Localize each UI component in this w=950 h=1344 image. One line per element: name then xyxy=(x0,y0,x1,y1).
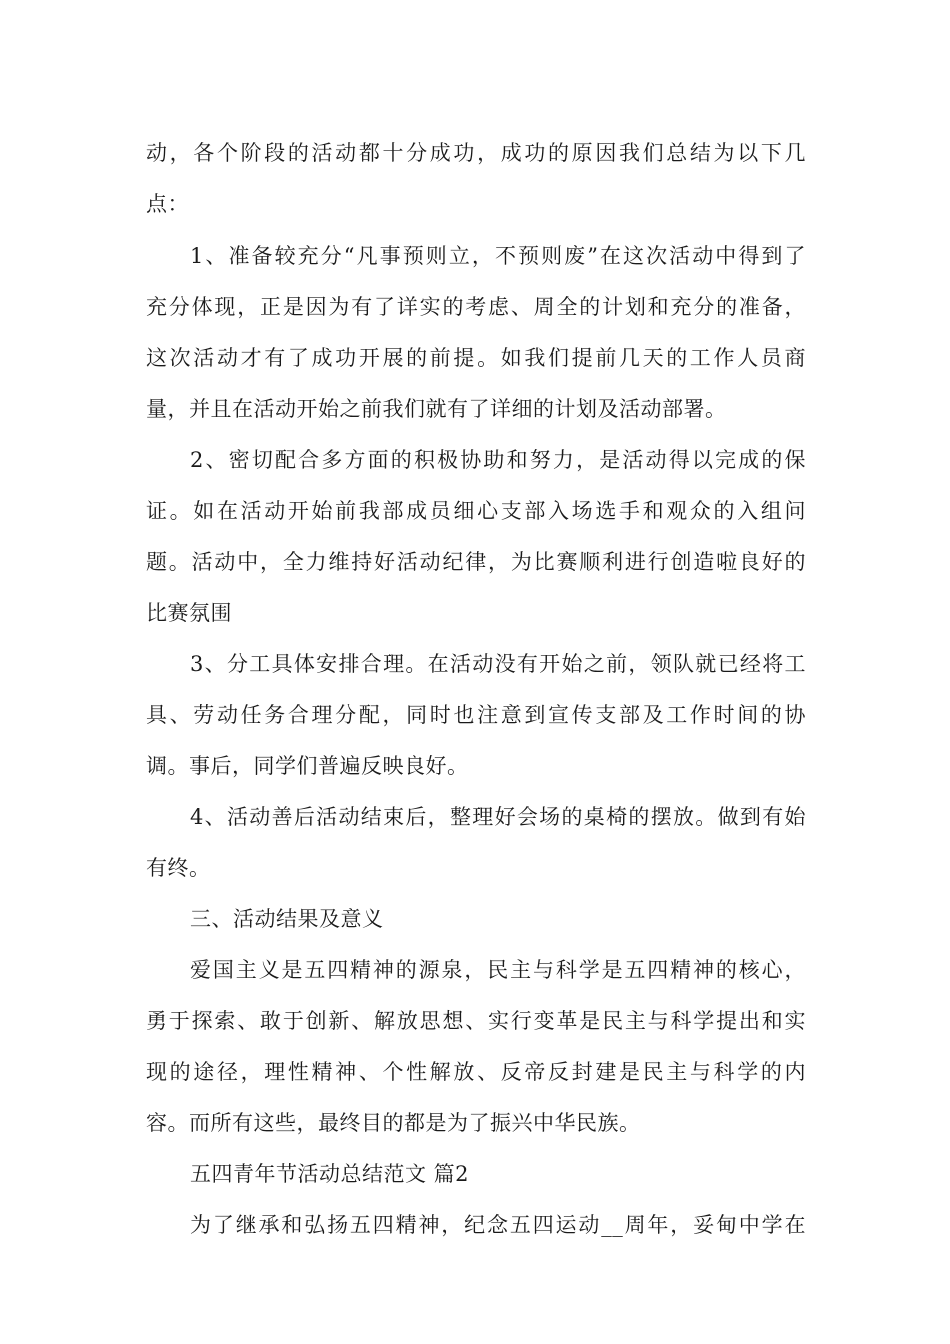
paragraph-line: 题。活动中，全力维持好活动纪律，为比赛顺利进行创造啦良好的 xyxy=(146,550,806,574)
paragraph-line: 比赛氛围 xyxy=(146,601,232,625)
paragraph-line: 证。如在活动开始前我部成员细心支部入场选手和观众的入组问 xyxy=(146,499,806,523)
paragraph-line: 调。事后，同学们普遍反映良好。 xyxy=(146,754,469,778)
paragraph-line: 1、准备较充分“凡事预则立，不预则废”在这次活动中得到了 xyxy=(190,244,806,268)
paragraph-line: 动，各个阶段的活动都十分成功，成功的原因我们总结为以下几 xyxy=(146,141,806,165)
paragraph-line: 3、分工具体安排合理。在活动没有开始之前，领队就已经将工 xyxy=(190,652,806,676)
paragraph-line: 2、密切配合多方面的积极协助和努力，是活动得以完成的保 xyxy=(190,448,806,472)
paragraph-line: 充分体现，正是因为有了详实的考虑、周全的计划和充分的准备， xyxy=(146,295,806,319)
paragraph-line: 勇于探索、敢于创新、解放思想、实行变革是民主与科学提出和实 xyxy=(146,1009,806,1033)
paragraph-line: 点： xyxy=(146,192,189,216)
article-title: 五四青年节活动总结范文 篇2 xyxy=(190,1162,470,1186)
paragraph-line: 为了继承和弘扬五四精神，纪念五四运动__周年，妥甸中学在 xyxy=(190,1213,806,1237)
paragraph-line: 这次活动才有了成功开展的前提。如我们提前几天的工作人员商 xyxy=(146,346,806,370)
paragraph-line: 容。而所有这些，最终目的都是为了振兴中华民族。 xyxy=(146,1111,641,1135)
section-heading: 三、活动结果及意义 xyxy=(190,907,384,931)
paragraph-line: 量，并且在活动开始之前我们就有了详细的计划及活动部署。 xyxy=(146,397,727,421)
paragraph-line: 现的途径，理性精神、个性解放、反帝反封建是民主与科学的内 xyxy=(146,1060,806,1084)
paragraph-line: 具、劳动任务合理分配，同时也注意到宣传支部及工作时间的协 xyxy=(146,703,806,727)
paragraph-line: 有终。 xyxy=(146,856,211,880)
paragraph-line: 爱国主义是五四精神的源泉，民主与科学是五四精神的核心， xyxy=(190,958,806,982)
paragraph-line: 4、活动善后活动结束后，整理好会场的桌椅的摆放。做到有始 xyxy=(190,805,806,829)
